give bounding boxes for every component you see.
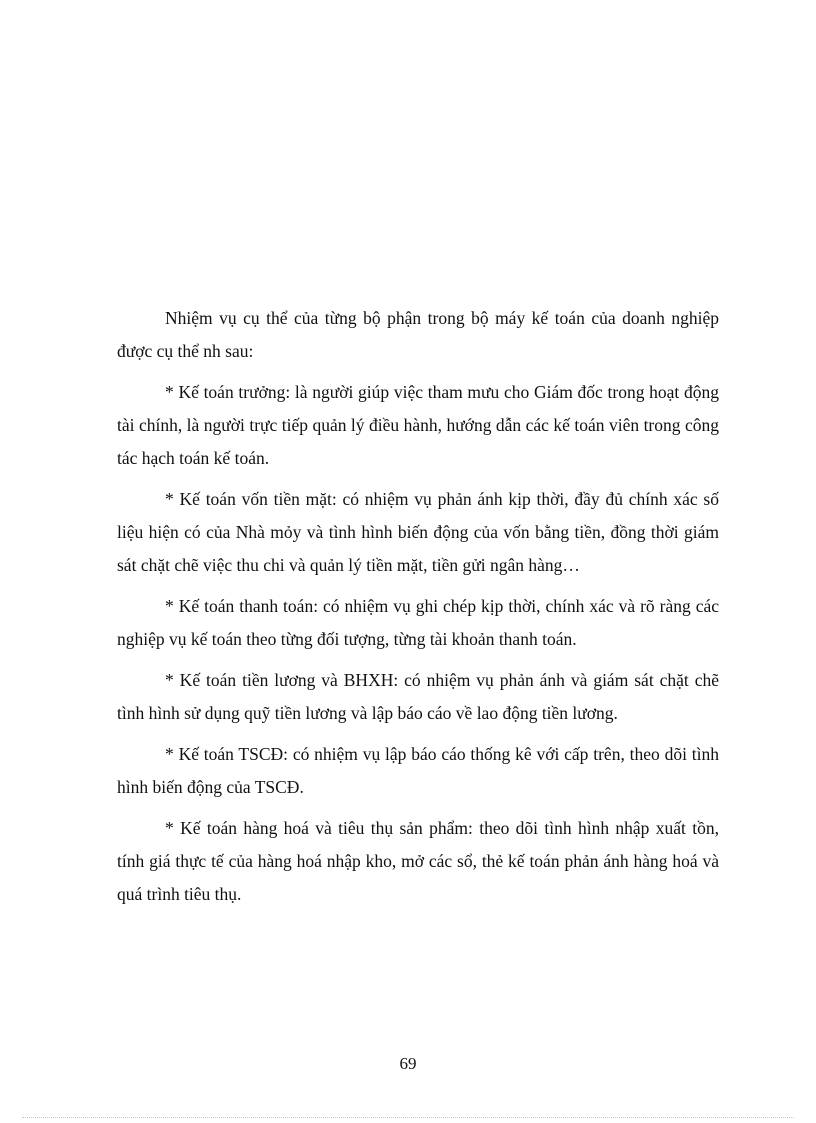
page-number: 69 (399, 1054, 417, 1073)
paragraph-goods-sales-accountant: * Kế toán hàng hoá và tiêu thụ sản phẩm: theo dõi tình hình nhập xuất tồn, tính giá thực tế của hàng hoá nhập kho, mở các sổ, thẻ kế toán phản ánh hàng hoá và quá trình tiêu thụ. (117, 818, 719, 904)
paragraph-cash-accountant: * Kế toán vốn tiền mặt: có nhiệm vụ phản ánh kịp thời, đầy đủ chính xác số liệu hiện có của Nhà mỏy và tình hình biến động của vốn bằng tiền, đồng thời giám sát chặt chẽ việc thu chi và quản lý tiền mặt, tiền gửi ngân hàng… (117, 489, 719, 575)
paragraph-intro: Nhiệm vụ cụ thể của từng bộ phận trong bộ máy kế toán của doanh nghiệp được cụ thể nh sau: (117, 308, 719, 361)
paragraph-fixed-asset-accountant: * Kế toán TSCĐ: có nhiệm vụ lập báo cáo thống kê với cấp trên, theo dõi tình hình biến động của TSCĐ. (117, 744, 719, 797)
body-text (117, 302, 719, 919)
paragraph-payment-accountant: * Kế toán thanh toán: có nhiệm vụ ghi chép kịp thời, chính xác và rõ ràng các nghiệp vụ kế toán theo từng đối tượng, từng tài khoản thanh toán. (117, 596, 719, 649)
page-bottom-divider (22, 1117, 794, 1118)
paragraph-payroll-accountant: * Kế toán tiền lương và BHXH: có nhiệm vụ phản ánh và giám sát chặt chẽ tình hình sử dụng quỹ tiền lương và lập báo cáo về lao động tiền lương. (117, 670, 719, 723)
paragraph-chief-accountant: * Kế toán trưởng: là người giúp việc tham mưu cho Giám đốc trong hoạt động tài chính, là người trực tiếp quản lý điều hành, hướng dẫn các kế toán viên trong công tác hạch toán kế toán. (117, 382, 719, 468)
